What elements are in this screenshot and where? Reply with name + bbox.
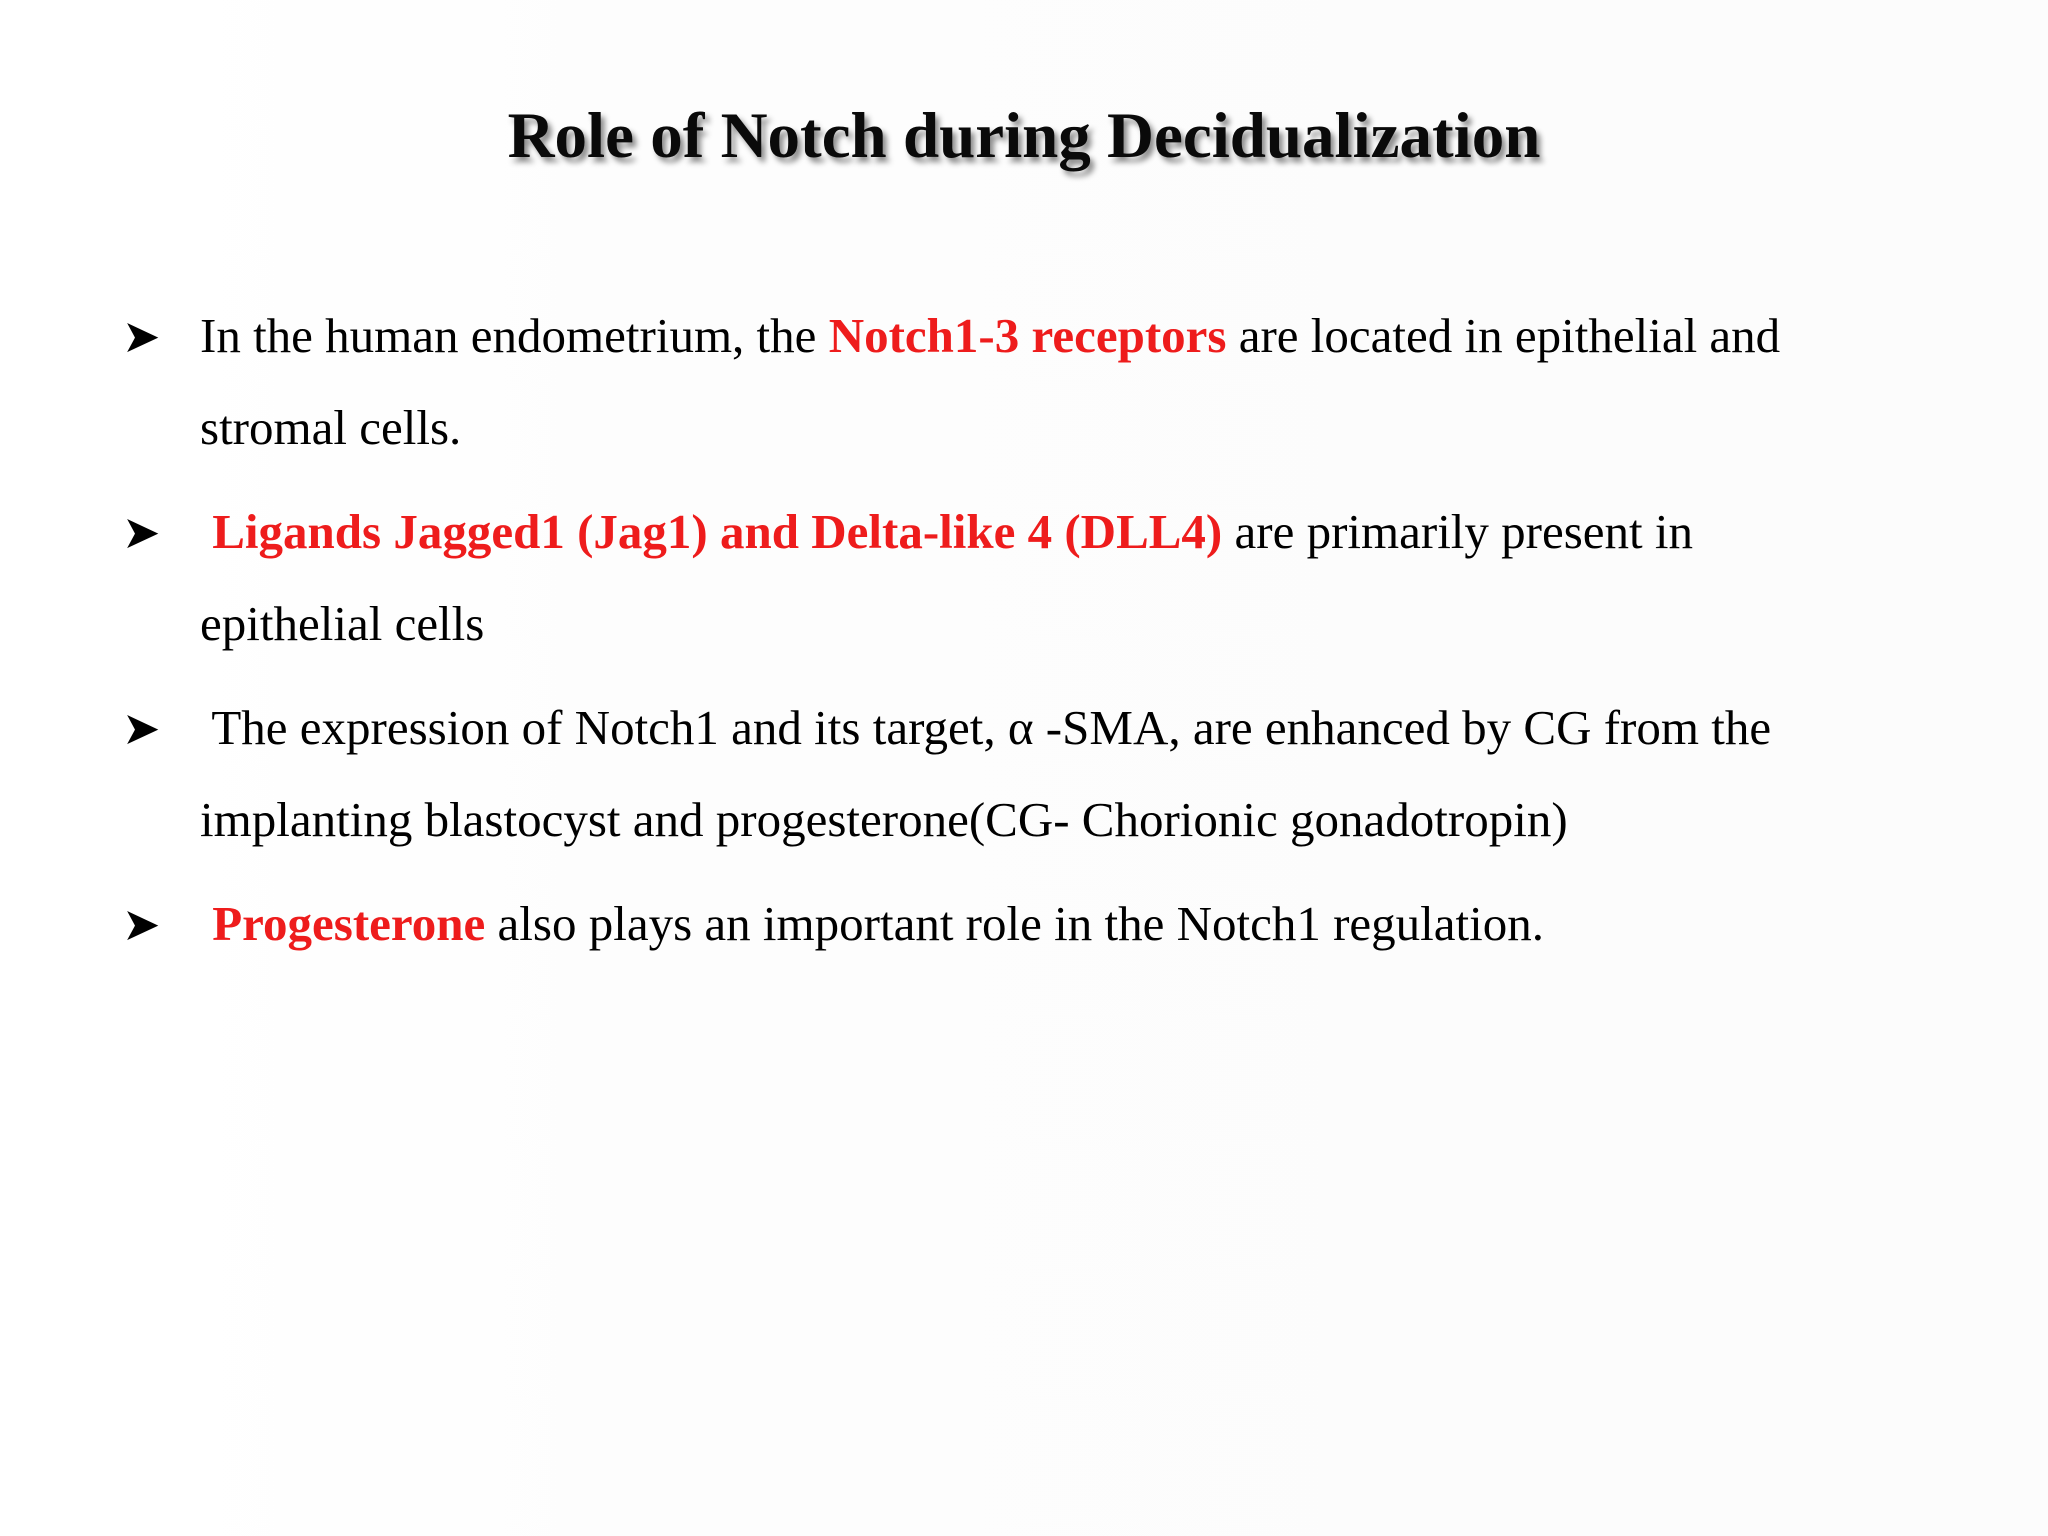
highlighted-term: Notch1-3 receptors [828, 308, 1227, 363]
bullet-line-1 [200, 878, 1880, 970]
bullet-line-2 [200, 382, 1880, 474]
bullet-text: implanting blastocyst and progesterone(CG- Chorionic gonadotropin) [200, 792, 1568, 847]
arrowhead-bullet-icon: ➤ [122, 309, 161, 363]
bullet-text [200, 896, 212, 951]
bullet-text: stromal cells. [200, 400, 462, 455]
bullet-text: In the human endometrium, the [200, 308, 829, 363]
bullet-text: are primarily present in [1222, 504, 1694, 559]
bullet-text: also plays an important role in the Notch1 regulation. [485, 896, 1544, 951]
bullet-text: epithelial cells [200, 596, 485, 651]
highlighted-term: Progesterone [212, 896, 486, 951]
bullet-line-1 [200, 486, 1880, 578]
arrowhead-bullet-icon: ➤ [122, 505, 161, 559]
bullet-line-1 [200, 290, 1880, 382]
bullet-line-2 [200, 774, 1880, 866]
bullet-text: The expression of Notch1 and its target, α -SMA, are enhanced by CG from the [200, 700, 1772, 755]
slide-title: Role of Notch during Decidualization [507, 100, 1541, 172]
arrowhead-bullet-icon: ➤ [122, 701, 161, 755]
bullet-line-2 [200, 578, 1880, 670]
highlighted-term: Ligands Jagged1 (Jag1) and Delta-like 4 (DLL4) [212, 504, 1223, 559]
arrowhead-bullet-icon: ➤ [122, 897, 161, 951]
bullet-text [200, 504, 212, 559]
bullet-text: are located in epithelial and [1226, 308, 1781, 363]
bullet-line-1 [200, 682, 1880, 774]
